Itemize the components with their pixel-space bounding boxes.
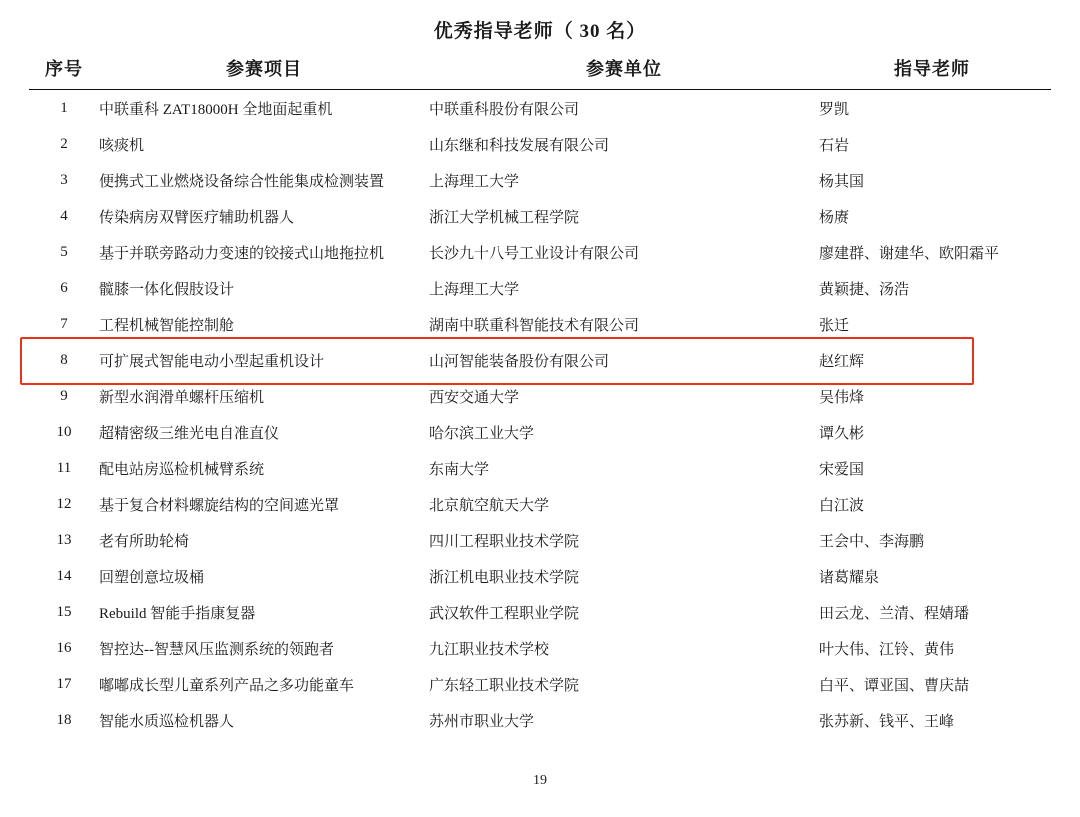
table-row — [29, 594, 1051, 630]
table-row — [29, 270, 1051, 306]
cell-no: 15 — [56, 603, 72, 620]
cell-project: 配电站房巡检机械臂系统 — [99, 461, 265, 478]
cell-no: 14 — [56, 567, 72, 584]
cell-project: 超精密级三维光电自准直仪 — [99, 425, 280, 442]
table-row — [29, 414, 1051, 450]
cell-teacher: 廖建群、谢建华、欧阳霜平 — [819, 245, 1000, 262]
cell-unit: 苏州市职业大学 — [429, 713, 535, 730]
cell-project: 传染病房双臂医疗辅助机器人 — [99, 209, 295, 226]
cell-unit: 山河智能装备股份有限公司 — [429, 353, 610, 370]
cell-project: 髋膝一体化假肢设计 — [99, 281, 235, 298]
cell-unit: 四川工程职业技术学院 — [429, 533, 580, 550]
cell-project: Rebuild 智能手指康复器 — [99, 605, 256, 622]
cell-teacher: 吴伟烽 — [819, 389, 865, 406]
cell-project: 嘟嘟成长型儿童系列产品之多功能童车 — [99, 677, 355, 694]
cell-project: 便携式工业燃烧设备综合性能集成检测装置 — [99, 173, 385, 190]
cell-teacher: 张苏新、钱平、王峰 — [819, 713, 955, 730]
cell-teacher: 石岩 — [819, 137, 850, 154]
cell-project: 可扩展式智能电动小型起重机设计 — [99, 353, 325, 370]
table-row — [29, 126, 1051, 162]
cell-unit: 哈尔滨工业大学 — [429, 425, 535, 442]
cell-project: 基于并联旁路动力变速的铰接式山地拖拉机 — [99, 245, 385, 262]
cell-teacher: 谭久彬 — [819, 425, 865, 442]
table-row — [29, 234, 1051, 270]
table-row — [29, 702, 1051, 738]
table-row — [29, 306, 1051, 342]
cell-no: 3 — [60, 171, 68, 188]
table-header — [29, 49, 1051, 90]
cell-unit: 山东继和科技发展有限公司 — [429, 137, 610, 154]
cell-no: 11 — [56, 459, 72, 476]
cell-project: 老有所助轮椅 — [99, 533, 190, 550]
cell-project: 智能水质巡检机器人 — [99, 713, 235, 730]
column-header-no: 序号 — [29, 49, 99, 90]
column-header-project: 参赛项目 — [99, 49, 429, 90]
cell-teacher: 诸葛耀泉 — [819, 569, 880, 586]
cell-unit: 浙江机电职业技术学院 — [429, 569, 580, 586]
cell-teacher: 叶大伟、江铃、黄伟 — [819, 641, 955, 658]
page-title: 优秀指导老师（ 30 名） — [433, 21, 647, 42]
cell-teacher: 王会中、李海鹏 — [819, 533, 925, 550]
cell-unit: 上海理工大学 — [429, 281, 520, 298]
table-row — [29, 378, 1051, 414]
cell-project: 新型水润滑单螺杆压缩机 — [99, 389, 265, 406]
table-row — [29, 450, 1051, 486]
table-body — [29, 90, 1051, 739]
column-header-teacher: 指导老师 — [819, 49, 1051, 90]
table-row — [29, 558, 1051, 594]
table-row — [29, 162, 1051, 198]
cell-teacher: 宋爱国 — [819, 461, 865, 478]
cell-project: 工程机械智能控制舱 — [99, 317, 235, 334]
cell-no: 4 — [60, 207, 68, 224]
cell-unit: 北京航空航天大学 — [429, 497, 550, 514]
cell-teacher: 黄颖捷、汤浩 — [819, 281, 910, 298]
cell-project: 基于复合材料螺旋结构的空间遮光罩 — [99, 497, 340, 514]
cell-project: 中联重科 ZAT18000H 全地面起重机 — [99, 101, 333, 118]
cell-no: 5 — [60, 243, 68, 260]
cell-no: 1 — [60, 99, 68, 116]
cell-unit: 湖南中联重科智能技术有限公司 — [429, 317, 640, 334]
cell-teacher: 杨赓 — [819, 209, 850, 226]
cell-unit: 武汉软件工程职业学院 — [429, 605, 580, 622]
cell-teacher: 田云龙、兰清、程婧璠 — [819, 605, 970, 622]
table-header-row — [29, 49, 1051, 90]
cell-no: 12 — [56, 495, 72, 512]
table-row — [29, 666, 1051, 702]
table-row — [29, 630, 1051, 666]
cell-no: 8 — [60, 351, 68, 368]
cell-unit: 中联重科股份有限公司 — [429, 101, 580, 118]
cell-unit: 西安交通大学 — [429, 389, 520, 406]
cell-no: 9 — [60, 387, 68, 404]
table-row — [29, 522, 1051, 558]
table-row — [29, 90, 1051, 127]
cell-project: 回塑创意垃圾桶 — [99, 569, 205, 586]
page-number: 19 — [533, 773, 547, 788]
cell-unit: 东南大学 — [429, 461, 490, 478]
cell-no: 10 — [56, 423, 72, 440]
cell-unit: 长沙九十八号工业设计有限公司 — [429, 245, 640, 262]
cell-teacher: 张迁 — [819, 317, 850, 334]
cell-project: 咳痰机 — [99, 137, 145, 154]
table-row — [29, 486, 1051, 522]
cell-no: 18 — [56, 711, 72, 728]
cell-teacher: 白平、谭亚国、曹庆喆 — [819, 677, 970, 694]
cell-no: 7 — [60, 315, 68, 332]
cell-no: 6 — [60, 279, 68, 296]
cell-teacher: 罗凯 — [819, 101, 850, 118]
cell-no: 2 — [60, 135, 68, 152]
cell-unit: 九江职业技术学校 — [429, 641, 550, 658]
table-row — [29, 198, 1051, 234]
cell-teacher: 白江波 — [819, 497, 865, 514]
cell-teacher: 杨其国 — [819, 173, 865, 190]
cell-unit: 广东轻工职业技术学院 — [429, 677, 580, 694]
cell-unit: 上海理工大学 — [429, 173, 520, 190]
cell-teacher: 赵红辉 — [819, 353, 865, 370]
award-table — [29, 49, 1051, 738]
cell-no: 16 — [56, 639, 72, 656]
cell-unit: 浙江大学机械工程学院 — [429, 209, 580, 226]
table-row-highlighted — [29, 342, 1051, 378]
cell-no: 17 — [56, 675, 72, 692]
cell-no: 13 — [56, 531, 72, 548]
cell-project: 智控达--智慧风压监测系统的领跑者 — [99, 641, 334, 658]
column-header-unit: 参赛单位 — [429, 49, 819, 90]
